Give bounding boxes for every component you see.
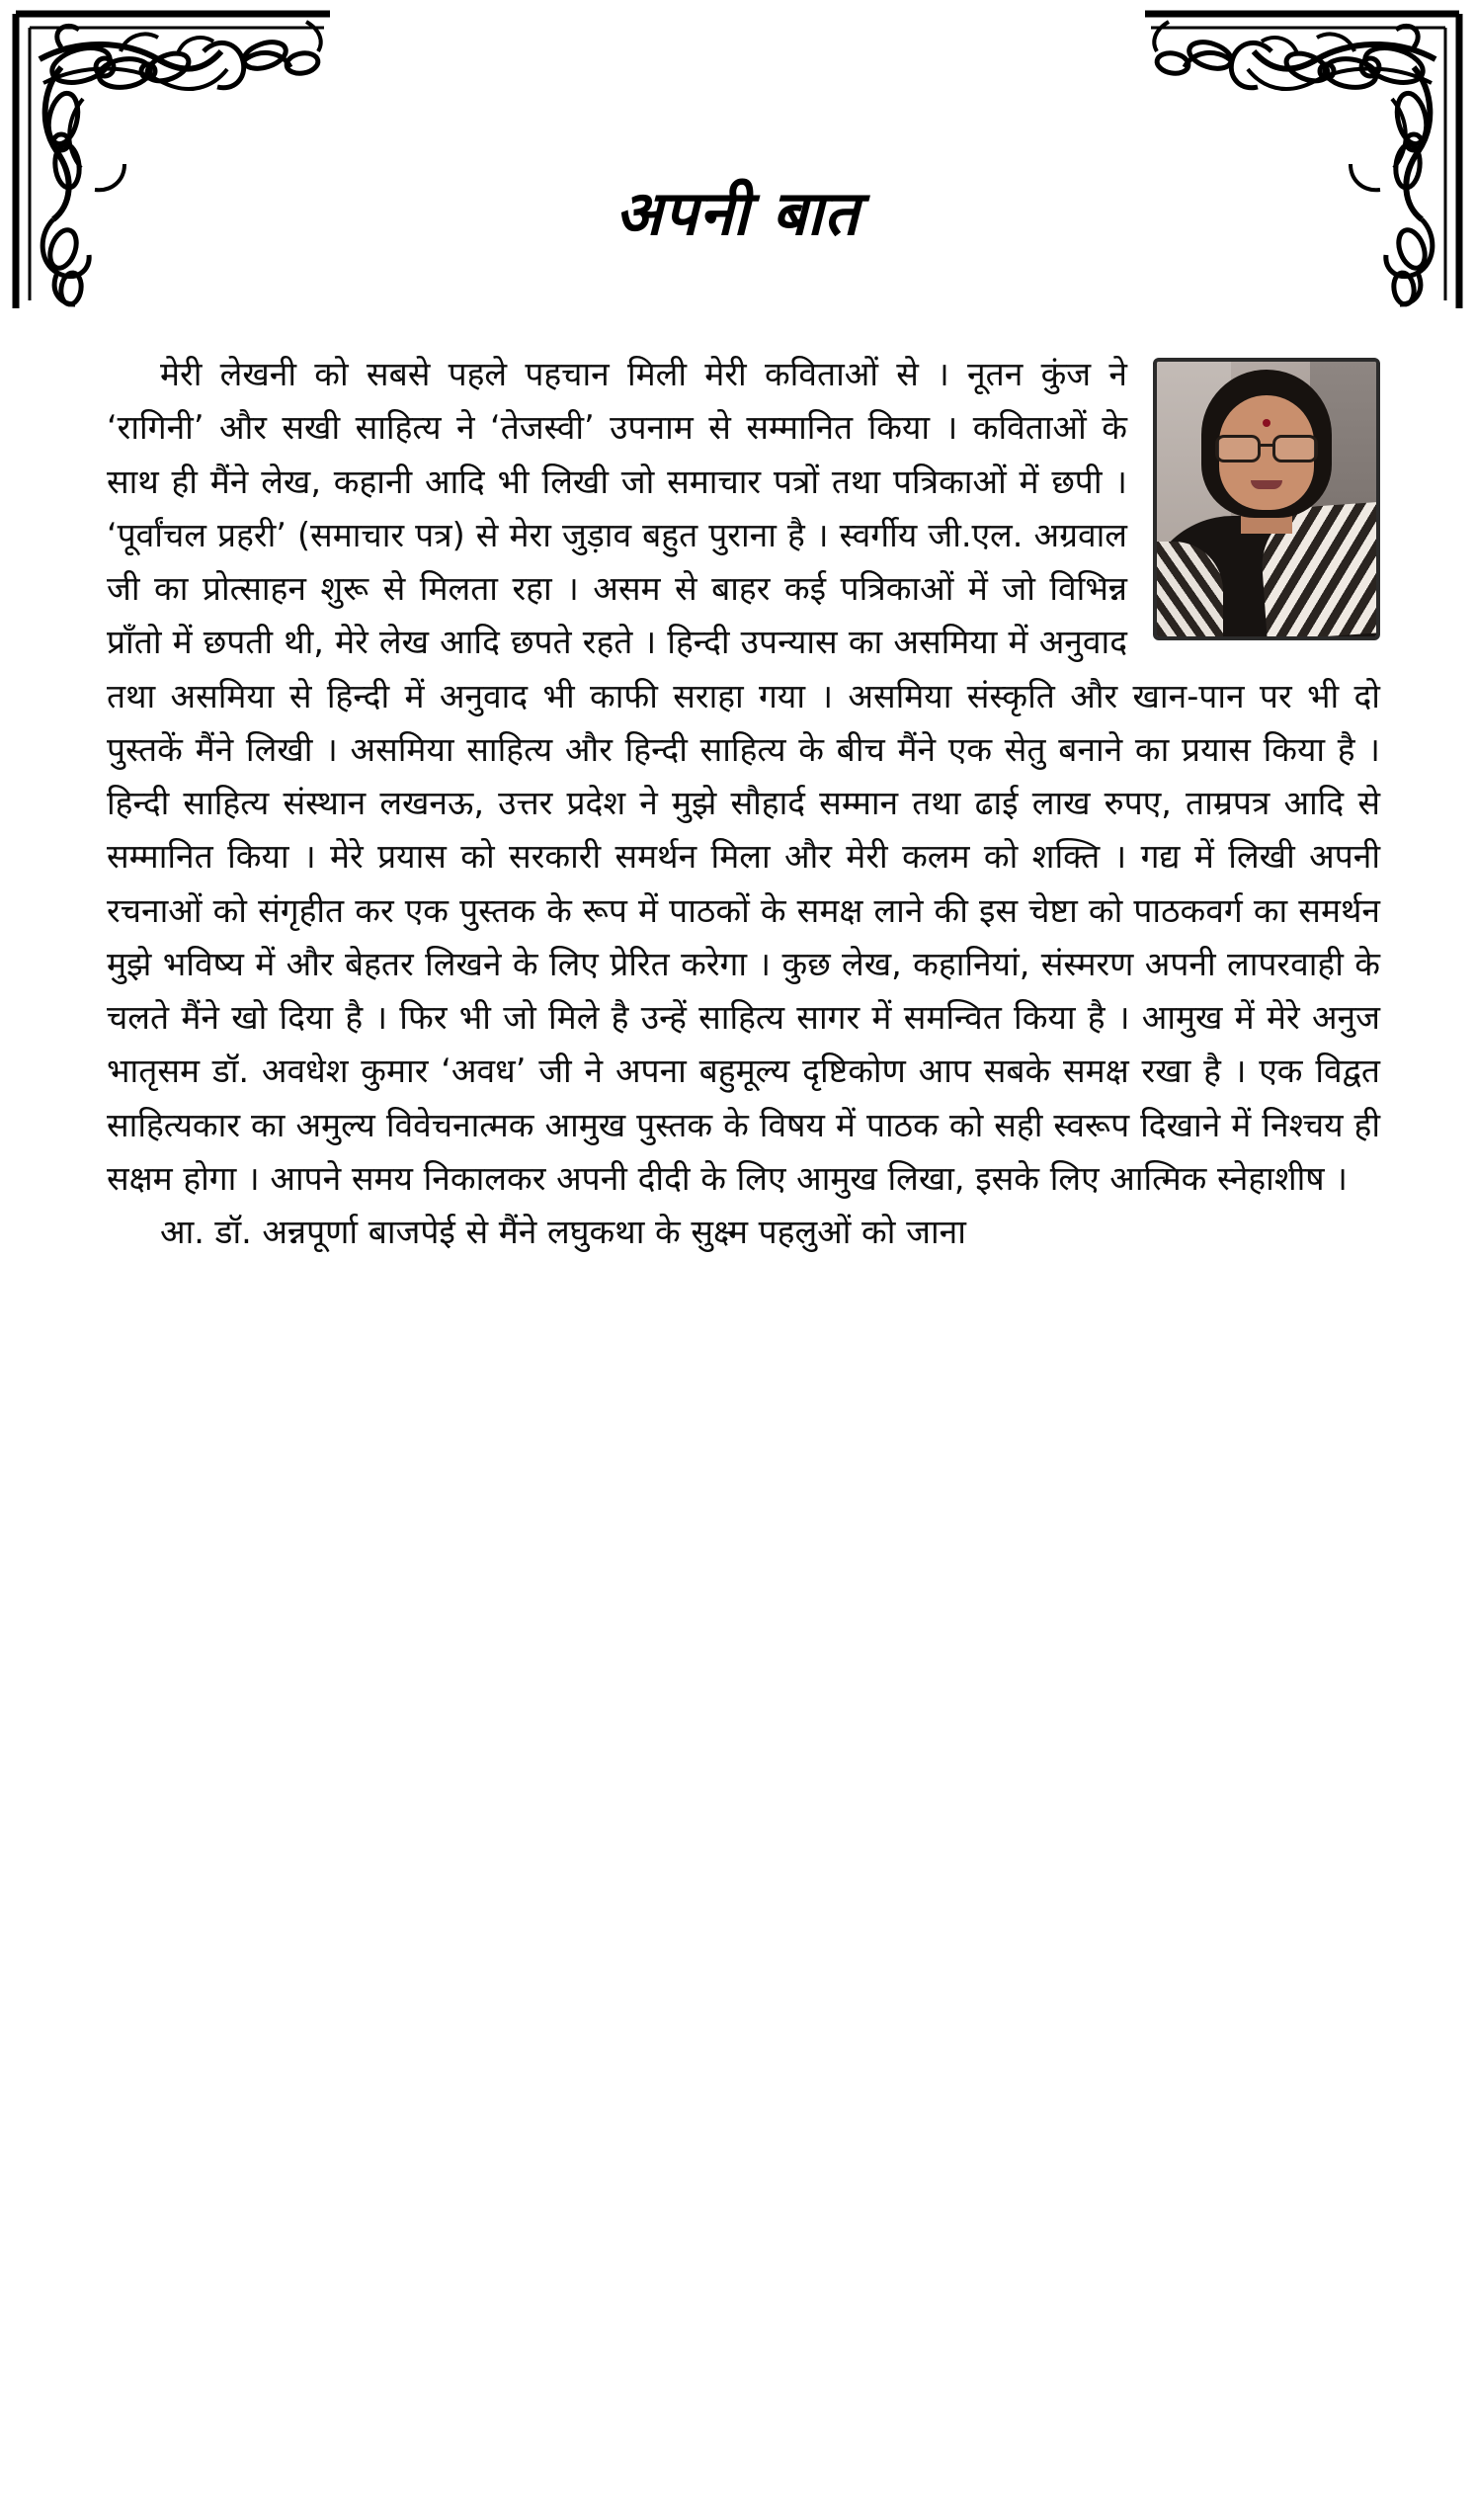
portrait-glasses bbox=[1215, 435, 1318, 457]
body-paragraph: मेरी लेखनी को सबसे पहले पहचान मिली मेरी कविताओं से । नूतन कुंज ने ‘रागिनी’ और सखी साहित्य ने ‘तेजस्वी’ उपनाम से सम्मानित किया । कविताओं के साथ ही मैंने लेख, कहानी आदि भी लिखी जो समाचार पत्रों तथा पत्रिकाओं में छपी । ‘पूर्वांचल प्रहरी’ (समाचार पत्र) से मेरा जुड़ाव बहुत पुराना है । स्वर्गीय जी.एल. अग्रवाल जी का प्रोत्साहन शुरू से मिलता रहा । असम से बाहर कई पत्रिकाओं में जो विभिन्न प्राँतो में छपती थी, मेरे लेख आदि छपते रहते । हिन्दी उपन्यास का असमिया में अनुवाद तथा असमिया से हिन्दी में अनुवाद भी काफी सराहा गया । असमिया संस्कृति और खान-पान पर भी दो पुस्तकें मैंने लिखी । असमिया साहित्य और हिन्दी साहित्य के बीच मैंने एक सेतु बनाने का प्रयास किया है । हिन्दी साहित्य संस्थान लखनऊ, उत्तर प्रदेश ने मुझे सौहार्द सम्मान तथा ढाई लाख रुपए, ताम्रपत्र आदि से सम्मानित किया । मेरे प्रयास को सरकारी समर्थन मिला और मेरी कलम को शक्ति । गद्य में लिखी अपनी रचनाओं को संगृहीत कर एक पुस्तक के रूप में पाठकों के समक्ष लाने की इस चेष्टा को पाठकवर्ग का समर्थन मुझे भविष्य में और बेहतर लिखने के लिए प्रेरित करेगा । कुछ लेख, कहानियां, संस्मरण अपनी लापरवाही के चलते मैंने खो दिया है । फिर भी जो मिले है उन्हें साहित्य सागर में समन्वित किया है । आमुख में मेरे अनुज भातृसम डॉ. अवधेश कुमार ‘अवध’ जी ने अपना बहुमूल्य दृष्टिकोण आप सबके समक्ष रखा है । एक विद्वत साहित्यकार का अमुल्य विवेचनात्मक आमुख पुस्तक के विषय में पाठक को सही स्वरूप दिखाने में निश्चय ही सक्षम होगा । आपने समय निकालकर अपनी दीदी के लिए आमुख लिखा, इसके लिए आत्मिक स्नेहाशीष । bbox=[107, 355, 1380, 1198]
portrait-mouth bbox=[1251, 480, 1282, 489]
author-portrait-image bbox=[1153, 358, 1380, 640]
body-paragraph: आ. डॉ. अन्नपूर्णा बाजपेई से मैंने लघुकथा के सुक्ष्म पहलुओं को जाना bbox=[160, 1213, 966, 1252]
portrait-bindi bbox=[1263, 419, 1270, 427]
glasses-lens-right bbox=[1272, 435, 1318, 462]
document-body bbox=[107, 348, 1380, 1260]
floral-corner-ornament-right bbox=[1139, 8, 1465, 314]
glasses-lens-left bbox=[1215, 435, 1261, 462]
floral-corner-ornament-left bbox=[10, 8, 336, 314]
page-title: अपनी बात bbox=[615, 176, 860, 249]
